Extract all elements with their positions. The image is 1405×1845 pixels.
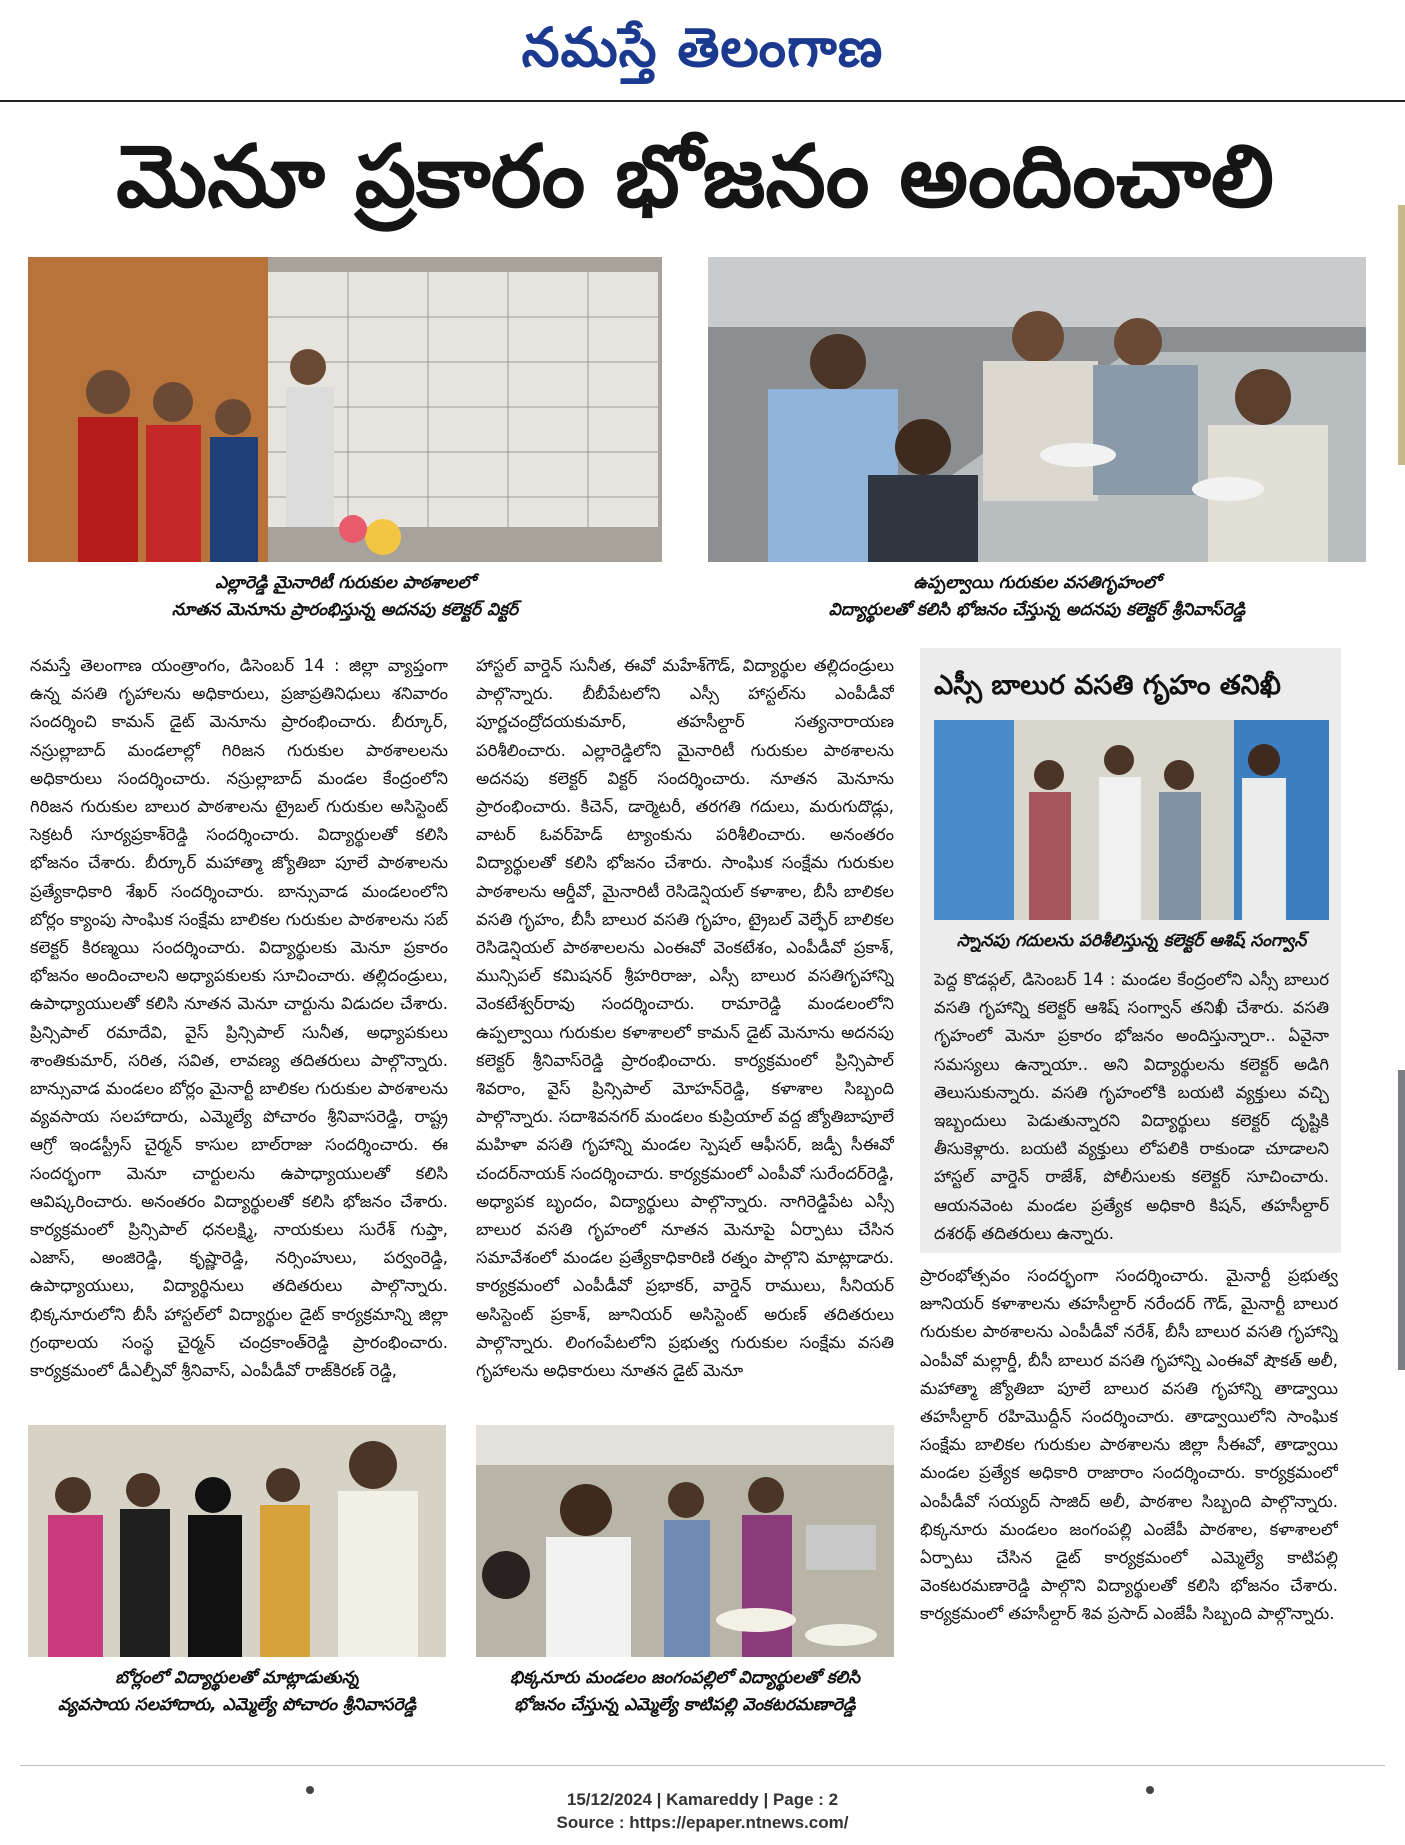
photo-top-left-scene: [28, 257, 662, 562]
caption-top-left: [28, 570, 662, 624]
caption-bottom-mid-line2: భోజనం చేస్తున్న ఎమ్మెల్యే కాటిపల్లి వెంకటరమణారెడ్డి: [514, 1695, 856, 1715]
photo-bottom-left-scene: [28, 1425, 446, 1657]
photo-top-right: [708, 257, 1366, 562]
caption-top-right-line2: విద్యార్థులతో కలిసి భోజనం చేస్తున్న అదనపు కలెక్టర్ శ్రీనివాస్‌రెడ్డి: [828, 600, 1246, 620]
photo-top-right-scene: [708, 257, 1366, 562]
article-column-3: ప్రారంభోత్సవం సందర్భంగా సందర్శించారు. మైనార్టీ ప్రభుత్వ జూనియర్ కళాశాలను తహసీల్దార్ నరేందర్ గౌడ్, మైనార్టీ బాలుర గురుకుల పాఠశాలను ఎంపీడీవో నరేశ్, బీసీ బాలుర వసతి గృహాన్ని ఎంపీవో మల్లార్డీ, బీసీ బాలుర వసతి గృహాన్ని ఎంఈవో షౌకత్ అలీ, మహాత్మా జ్యోతిబా పూలే బాలుర వసతి గృహాన్ని తాడ్వాయి తహసీల్దార్ రహిమొద్దీన్ సందర్శించారు. తాడ్వాయిలోని సాంఘిక సంక్షేమ బాలికల గురుకుల పాఠశాలను జిల్లా సీఈవో, తాడ్వాయి మండల ప్రత్యేక అధికారి రాజారాం సందర్శించారు. కార్యక్రమంలో ఎంపీడీవో సయ్యద్ సాజిద్ అలీ, పాఠశాల సిబ్బంది పాల్గొన్నారు. భిక్కనూరు మండలం జంగంపల్లి ఎంజేపీ పాఠశాల, కళాశాలలో ఏర్పాటు చేసిన డైట్ కార్యక్రమంలో ఎమ్మెల్యే కాటిపల్లి వెంకటరమణారెడ్డి పాల్గొని విద్యార్థులతో కలిసి భోజనం చేశారు. కార్యక్రమంలో తహసీల్దార్ శివ ప్రసాద్ ఎంజేపీ సిబ్బంది పాల్గొన్నారు.: [920, 1266, 1338, 1624]
page-dot-left: [306, 1786, 314, 1794]
caption-sidebox: స్నానపు గదులను పరిశీలిస్తున్న కలెక్టర్ ఆశిష్ సంగ్వాన్: [956, 931, 1307, 951]
caption-bottom-left-line2: వ్యవసాయ సలహాదారు, ఎమ్మెల్యే పోచారం శ్రీనివాసరెడ్డి: [57, 1695, 417, 1715]
edge-sliver-photo-1: [1398, 205, 1405, 465]
footer-date-page: 15/12/2024 | Kamareddy | Page : 2: [566, 1790, 839, 1809]
page-dot-right: [1146, 1786, 1154, 1794]
photo-bottom-left: [28, 1425, 446, 1657]
photo-top-left: [28, 257, 662, 562]
footer: [400, 1788, 1005, 1834]
caption-bottom-mid-line1: భిక్కనూరు మండలం జంగంపల్లిలో విద్యార్థులతో కలిసి: [509, 1668, 861, 1688]
photo-sidebox-scene: [934, 720, 1329, 920]
sidebox-body: పెద్ద కొడప్గల్, డిసెంబర్ 14 : మండల కేంద్రంలోని ఎస్సీ బాలుర వసతి గృహాన్ని కలెక్టర్ ఆశిష్ సంగ్వాన్ తనిఖీ చేశారు. వసతి గృహంలో మెనూ ప్రకారం భోజనం అందిస్తున్నారా.. ఏవైనా సమస్యలు ఉన్నాయా.. అని విద్యార్థులను కలెక్టర్ అడిగి తెలుసుకున్నారు. వసతి గృహంలోకి బయటి వ్యక్తులు వచ్చి ఇబ్బందులు పెడుతున్నారని విద్యార్థులు కలెక్టర్ దృష్టికి తీసుకెళ్లారు. బయటి వ్యక్తులు లోపలికి రాకుండా చూడాలని హాస్టల్ వార్డెన్ రాజేశ్, పోలీసులకు కలెక్టర్ సూచించారు. ఆయనవెంట మండల ప్రత్యేక అధికారి కిషన్, తహసీల్దార్ దశరథ్ తదితరులు ఉన్నారు.: [934, 970, 1329, 1243]
article-column-2: హాస్టల్ వార్డెన్ సునీత, ఈవో మహేశ్‌గౌడ్, విద్యార్థుల తల్లిదండ్రులు పాల్గొన్నారు. బీబీపేటలోని ఎస్సీ హాస్టల్‌ను ఎంపీడీవో పూర్ణచంద్రోదయకుమార్, తహసీల్దార్ సత్యనారాయణ పరిశీలించారు. ఎల్లారెడ్డిలోని మైనారిటీ గురుకుల పాఠశాలను అదనపు కలెక్టర్ విక్టర్ సందర్శించారు. నూతన మెనూను ప్రారంభించారు. కిచెన్, డార్మెటరీ, తరగతి గదులు, మరుగుదొడ్లు, వాటర్ ఓవర్‌హెడ్ ట్యాంకును పరిశీలించారు. అనంతరం విద్యార్థులతో కలిసి భోజనం చేశారు. సాంఘిక సంక్షేమ గురుకుల పాఠశాలను ఆర్డీవో, మైనారిటీ రెసిడెన్షియల్ కళాశాల, బీసీ బాలికల వసతి గృహం, బీసీ బాలుర వసతి గృహం, ట్రైబల్ వెల్ఫేర్ బాలికల రెసిడెన్షియల్ పాఠశాలలను ఎంఈవో వెంకటేశం, ఎంపీడీవో ప్రకాశ్, మున్సిపల్ కమిషనర్ శ్రీహరిరాజు, ఎస్సీ బాలుర వసతిగృహాన్ని వెంకటేశ్వర్‌రావు సందర్శించారు. రామారెడ్డి మండలంలోని ఉప్పల్వాయి గురుకుల కళాశాలలో కామన్ డైట్ మెనూను అదనపు కలెక్టర్ శ్రీనివాస్‌రెడ్డి ప్రారంభించారు. కార్యక్రమంలో ప్రిన్సిపాల్ శివరాం, వైస్ ప్రిన్సిపాల్ మోహన్‌రెడ్డి, కళాశాల సిబ్బంది పాల్గొన్నారు. సదాశివనగర్ మండలం కుప్రియాల్ వద్ద జ్యోతిబాపూలే మహిళా వసతి గృహాన్ని మండల స్పెషల్ ఆఫీసర్, జడ్పీ సీఈవో చందర్‌నాయక్ సందర్శించారు. కార్యక్రమంలో ఎంపీవో సురేందర్‌రెడ్డి, అధ్యాపక బృందం, విద్యార్థులు పాల్గొన్నారు. నాగిరెడ్డిపేట ఎస్సీ బాలుర వసతి గృహంలో నూతన మెనూపై ఏర్పాటు చేసిన సమావేశంలో మండల ప్రత్యేకాధికారిణి రత్నం పాల్గొని మాట్లాడారు. కార్యక్రమంలో ఎంపీడీవో ప్రభాకర్, వార్డెన్ రాములు, సీనియర్ అసిస్టెంట్ ప్రకాశ్, జూనియర్ అసిస్టెంట్ అరుణ్ తదితరులు పాల్గొన్నారు. లింగంపేటలోని ప్రభుత్వ గురుకుల సంక్షేమ వసతి గృహాలను అధికారులు నూతన డైట్ మెనూ: [476, 656, 894, 1381]
masthead-logo: నమస్తే తెలంగాణ: [521, 15, 884, 79]
article-column-1: నమస్తే తెలంగాణ యంత్రాంగం, డిసెంబర్ 14 : జిల్లా వ్యాప్తంగా ఉన్న వసతి గృహాలను అధికారులు, ప్రజాప్రతినిధులు శనివారం సందర్శించి కామన్ డైట్ మెనూను ప్రారంభించారు. బీర్కూర్, నస్రుల్లాబాద్ మండలాల్లో గిరిజన గురుకుల పాఠశాలలను అధికారులు సందర్శించారు. నస్రుల్లాబాద్ మండల కేంద్రంలోని గిరిజన గురుకుల బాలుర పాఠశాలను ట్రైబల్ గురుకుల అసిస్టెంట్ సెక్రటరీ సూర్యప్రకాశ్‌రెడ్డి సందర్శించారు. విద్యార్థులతో కలిసి భోజనం చేశారు. బీర్కూర్ మహాత్మా జ్యోతిబా పూలే పాఠశాలను ప్రత్యేకాధికారి శేఖర్ సందర్శించారు. బాన్సువాడ మండలంలోని బోర్లం క్యాంపు సాంఘిక సంక్షేమ బాలికల గురుకుల పాఠశాలను సబ్ కలెక్టర్ కిరణ్మయి సందర్శించారు. విద్యార్థులకు మెనూ ప్రకారం భోజనం అందించాలని అధ్యాపకులకు సూచించారు. తల్లిదండ్రులు, ఉపాధ్యాయులతో కలిసి నూతన మెనూ చార్టును విడుదల చేశారు. ప్రిన్సిపాల్ రమాదేవి, వైస్ ప్రిన్సిపాల్ సునీత, అధ్యాపకులు శాంతికుమార్, సరిత, సవిత, లావణ్య తదితరులు పాల్గొన్నారు. బాన్సువాడ మండలం బోర్లం మైనార్టీ బాలికల గురుకుల పాఠశాలను వ్యవసాయ సలహాదారు, ఎమ్మెల్యే పోచారం శ్రీనివాసరెడ్డి, రాష్ట్ర ఆగ్రో ఇండస్ట్రీస్ చైర్మన్ కాసుల బాల్‌రాజు సందర్శించారు. ఈ సందర్భంగా మెనూ చార్టులను ఉపాధ్యాయులతో కలిసి ఆవిష్కరించారు. అనంతరం విద్యార్థులతో కలిసి భోజనం చేశారు. కార్యక్రమంలో ప్రిన్సిపాల్ ధనలక్ష్మి, నాయకులు సురేశ్ గుప్తా, ఎజాస్, అంజిరెడ్డి, కృష్ణారెడ్డి, నర్సింహులు, పర్వంరెడ్డి, ఉపాధ్యాయులు, విద్యార్థినులు తదితరులు పాల్గొన్నారు. భిక్కనూరులోని బీసీ హాస్టల్‌లో విద్యార్థుల డైట్ కార్యక్రమాన్ని జిల్లా గ్రంథాలయ సంస్థ చైర్మన్ చంద్రకాంత్‌రెడ్డి ప్రారంభించారు. కార్యక్రమంలో డీఎల్పీవో శ్రీనివాస్, ఎంపీడీవో రాజ్‌కిరణ్ రెడ్డి,: [30, 656, 448, 1381]
photo-bottom-mid: [476, 1425, 894, 1657]
sidebox: [920, 648, 1341, 1253]
footer-rule: [20, 1765, 1385, 1766]
caption-top-right-line1: ఉప్పల్వాయి గురుకుల వసతిగృహంలో: [913, 573, 1161, 593]
caption-bottom-mid: [476, 1665, 894, 1719]
headline: మెనూ ప్రకారం భోజనం అందించాలి: [116, 127, 1274, 227]
edge-sliver-photo-2: [1398, 1070, 1405, 1370]
caption-bottom-left: [28, 1665, 446, 1719]
caption-top-right: [708, 570, 1366, 624]
photo-bottom-mid-scene: [476, 1425, 894, 1657]
footer-source: Source : https://epaper.ntnews.com/: [556, 1813, 849, 1832]
masthead-rule: [0, 100, 1405, 102]
caption-bottom-left-line1: బోర్లంలో విద్యార్థులతో మాట్లాడుతున్న: [115, 1668, 359, 1688]
sidebox-title: ఎస్సీ బాలుర వసతి గృహం తనిఖీ: [934, 670, 1281, 701]
caption-top-left-line1: ఎల్లారెడ్డి మైనారిటీ గురుకుల పాఠశాలలో: [215, 573, 475, 593]
photo-sidebox: [934, 720, 1329, 920]
caption-top-left-line2: నూతన మెనూను ప్రారంభిస్తున్న అదనపు కలెక్టర్ విక్టర్: [171, 600, 519, 620]
